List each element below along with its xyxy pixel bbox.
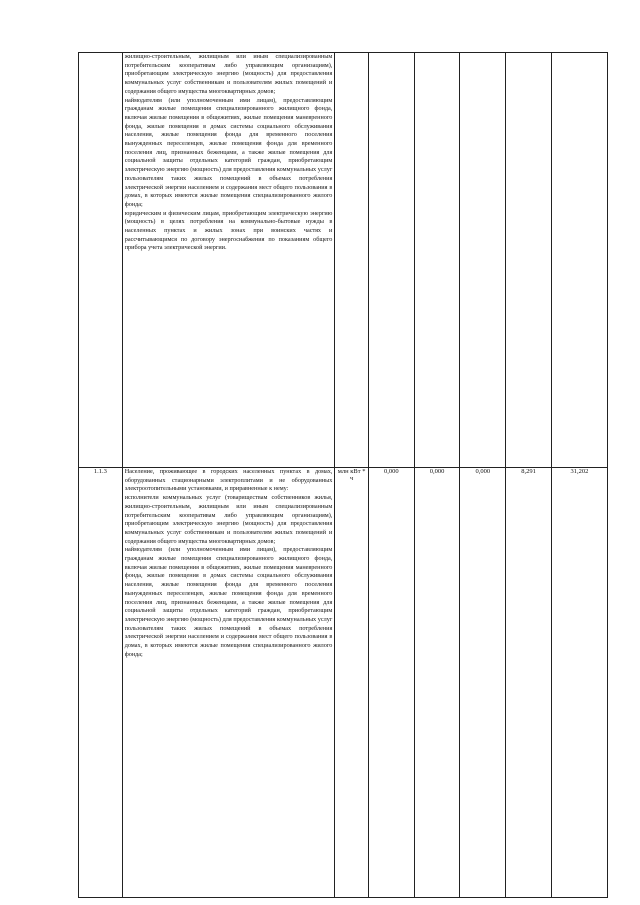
description-paragraph: исполнители коммунальных услуг (товариществам собственников жилья, жилищно-строительным, жилищным или иным специализированным потребительским кооперативам либо управляющим организациям), приобретающим электрическую энергию (мощность) для предоставления коммунальных услуг собственникам и пользователям жилых помещений и содержания общего имущества многоквартирных домов;	[124, 494, 333, 545]
description-paragraph: Население, проживающее в городских населенных пунктах в домах, оборудованных стационарными электроплитами и не оборудованных электроотопительными установками, и приравненные к нему:	[124, 468, 333, 493]
value-cell: 0,000	[368, 468, 414, 898]
row-number: 1.1.3	[79, 468, 123, 898]
value-cell: 0,000	[414, 468, 460, 898]
table-row	[79, 53, 608, 468]
description-paragraph: наймодателям (или уполномоченным ими лицам), предоставляющим гражданам жилые помещения специализированного жилищного фонда, включая жилые помещения в общежитиях, жилые помещения маневренного фонда, жилые помещения в домах системы социального обслуживания населения, жилые помещения фонда для временного поселения вынужденных переселенцев, жилые помещения фонда для временного поселения лиц, признанных беженцами, а также жилые помещения для социальной защиты отдельных категорий граждан, приобретающим электрическую энергию (мощность) для предоставления коммунальных услуг пользователям таких жилых помещений в объемах потребления электрической энергии населением и содержания мест общего пользования в домах, в которых имеются жилые помещения специализированного жилого фонда;	[124, 96, 333, 208]
value-cell: 31,202	[551, 468, 607, 898]
row-description	[122, 468, 335, 898]
description-paragraph: жилищно-строительным, жилищным или иным специализированным потребительским кооперативам либо управляющим организациям), приобретающим электрическую энергию (мощность) для предоставления коммунальных услуг собственникам и пользователям жилых помещений и содержания общего имущества многоквартирных домов;	[124, 53, 333, 95]
value-cell	[506, 53, 552, 468]
value-cell: 8,291	[506, 468, 552, 898]
value-cell	[551, 53, 607, 468]
description-paragraph: наймодателям (или уполномоченным ими лицам), предоставляющим гражданам жилые помещения специализированного жилищного фонда, включая жилые помещения в общежитиях, жилые помещения маневренного фонда, жилые помещения в домах системы социального обслуживания населения, жилые помещения фонда для временного поселения вынужденных переселенцев, жилые помещения фонда для временного поселения лиц, признанных беженцами, а также жилые помещения для социальной защиты отдельных категорий граждан, приобретающим электрическую энергию (мощность) для предоставления коммунальных услуг пользователям таких жилых помещений в объемах потребления электрической энергии населением и содержания мест общего пользования в домах, в которых имеются жилые помещения специализированного жилого фонда;	[124, 546, 333, 658]
table-row	[79, 468, 608, 898]
value-cell	[414, 53, 460, 468]
tariff-table	[78, 52, 608, 898]
value-cell: 0,000	[460, 468, 506, 898]
value-cell	[460, 53, 506, 468]
unit-cell	[335, 53, 369, 468]
unit-cell: млн кВт * ч	[335, 468, 369, 898]
row-description	[122, 53, 335, 468]
row-number	[79, 53, 123, 468]
value-cell	[368, 53, 414, 468]
description-paragraph: юридическим и физическим лицам, приобретающим электрическую энергию (мощность) в целях потребления на коммунально-бытовые нужды в населенных пунктах и жилых зонах при воинских частях и рассчитывающимся по договору энергоснабжения по показаниям общего прибора учета электрической энергии.	[124, 209, 333, 252]
